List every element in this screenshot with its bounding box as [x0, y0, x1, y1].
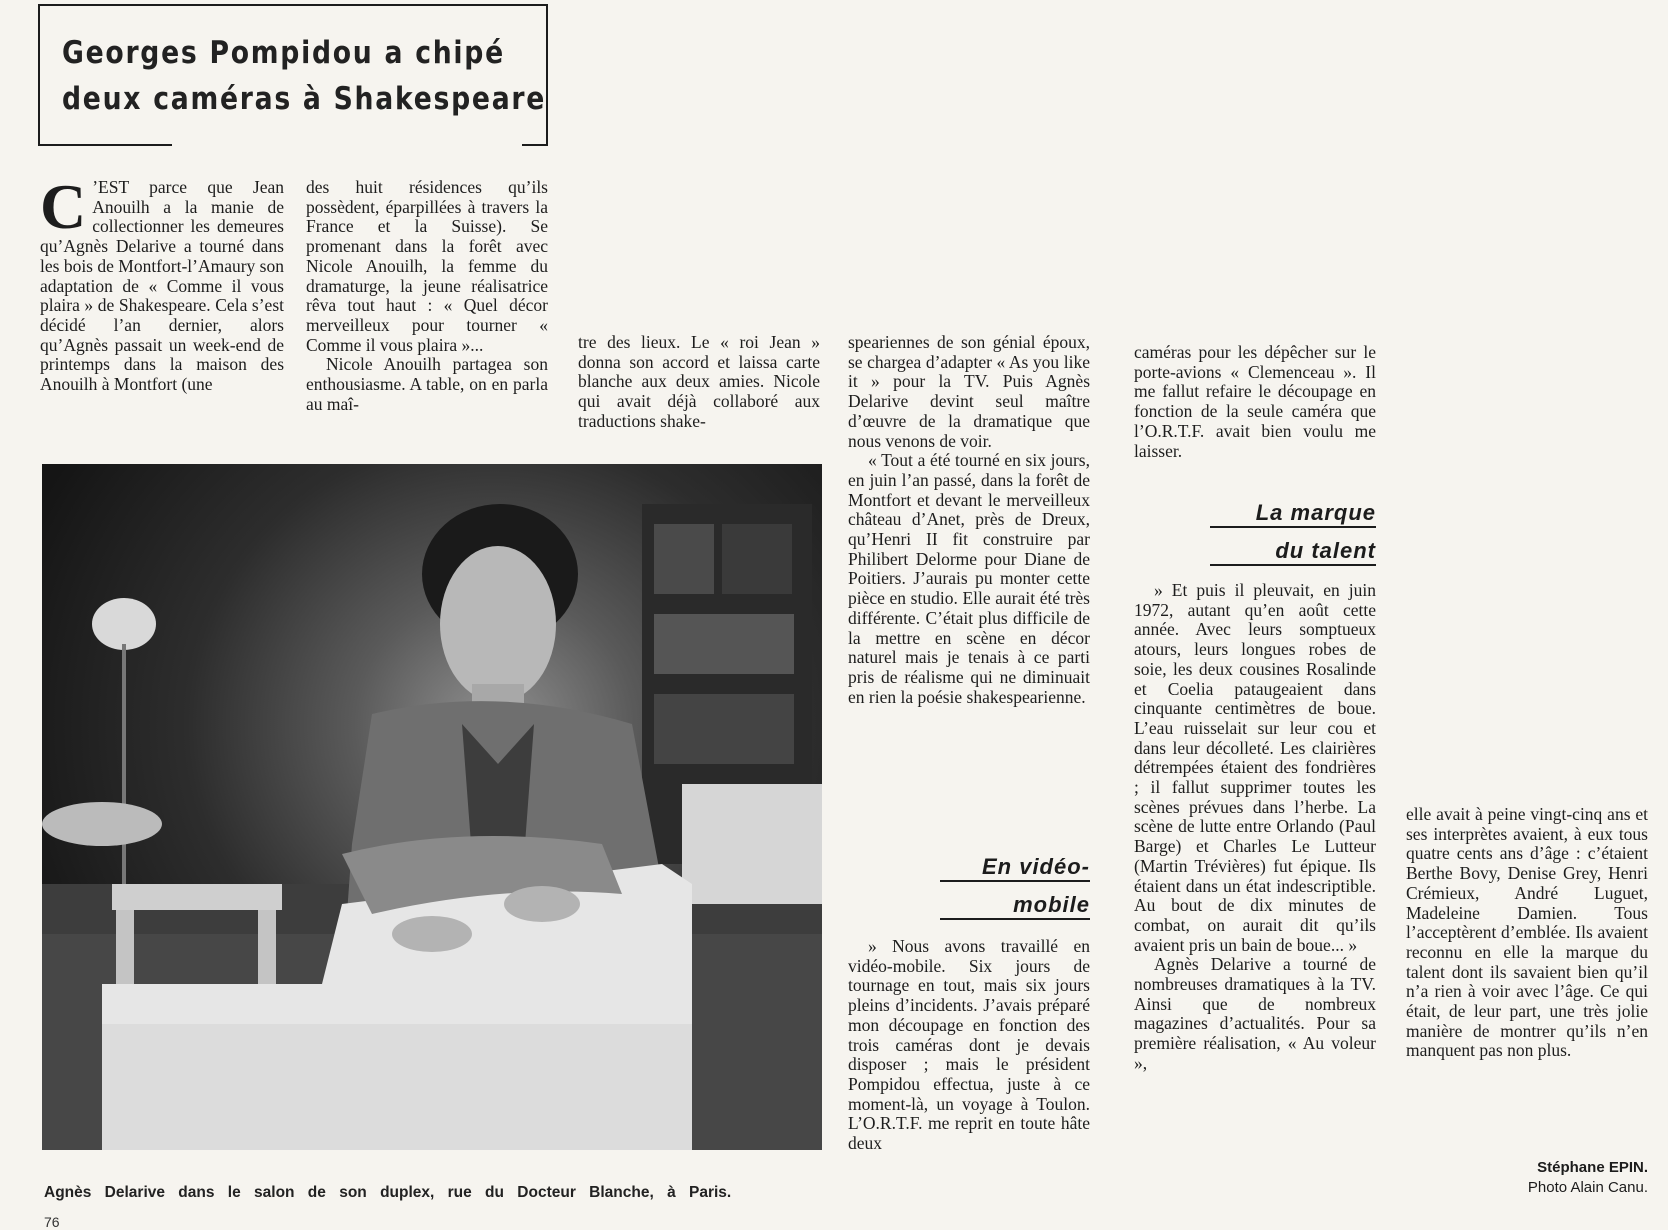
paragraph: » Nous avons travaillé en vidéo-mobile. Six jours de tournage en tout, mais six jours pleins d’incidents. J’avais préparé mon découpage en fonction des trois caméras dont je devais disposer ; mais le président Pompidou effectua, juste à ce moment-là, un voyage à Toulon. L’O.R.T.F. me reprit en toute hâte deux: [848, 936, 1090, 1154]
headline: [62, 30, 547, 122]
article-column-6: [1406, 805, 1648, 1061]
paragraph: des huit résidences qu’ils possèdent, éparpillées à travers la France et la Suisse). Se promenant dans la forêt avec Nicole Anouilh, la femme du dramaturge, la jeune réalisatrice rêva tout haut : « Quel décor merveilleux pour tourner « Comme il vous plaira »...: [306, 177, 548, 355]
paragraph: Nicole Anouilh partagea son enthousiasme. A table, on en parla au maî-: [306, 354, 548, 414]
headline-line-1: Georges Pompidou a chipé: [62, 35, 505, 71]
article-column-3: [578, 333, 820, 432]
paragraph: speariennes de son génial époux, se chargea d’adapter « As you like it » pour la TV. Puis Agnès Delarive devint seul maître d’œuvre de la dramatique que nous venons de voir.: [848, 332, 1090, 451]
article-column-5b: [1134, 581, 1376, 1074]
paragraph: tre des lieux. Le « roi Jean » donna son accord et laissa carte blanche aux deux amies. Nicole qui avait déjà collaboré aux traductions shake-: [578, 332, 820, 431]
paragraph: ’EST parce que Jean Anouilh a la manie de collectionner les demeures qu’Agnès Delarive a tourné dans les bois de Montfort-l’Amaury son adaptation de « Comme il vous plaira » de Shakespeare. Cela s’est décidé l’an dernier, alors qu’Agnès passait un week-end de printemps dans la maison des Anouilh à Montfort (une: [40, 177, 284, 395]
drop-cap: C: [40, 171, 87, 242]
paragraph: « Tout a été tourné en six jours, en juin l’an passé, dans la forêt de Montfort et devant le merveilleux château d’Anet, près de Dreux, qu’Henri II fit construire par Philibert Delorme pour Diane de Poitiers. J’aurais pu monter cette pièce en studio. Elle aurait été très différente. C’était plus difficile de la mettre en scène en décor naturel mais je tenais à ce parti pris de réalisme qui ne diminuait en rien la poésie shakespearienne.: [848, 450, 1090, 707]
signature: [1528, 1158, 1648, 1198]
article-column-2: [306, 178, 548, 414]
subhead-la-marque-du-talent: [1210, 500, 1376, 566]
portrait-image: [42, 464, 822, 1150]
article-column-4: [848, 333, 1090, 707]
photo-credit: Photo Alain Canu.: [1527, 1179, 1648, 1196]
author-name: Stéphane EPIN.: [1537, 1159, 1648, 1176]
headline-rule-right: [522, 144, 548, 146]
headline-rule: [38, 144, 172, 146]
paragraph: Agnès Delarive a tourné de nombreuses dramatiques à la TV. Ainsi que de nombreux magazines d’actualités. Pour sa première réalisation, « Au voleur »,: [1134, 954, 1376, 1073]
subhead-line: La marque: [1210, 500, 1376, 528]
page-number: 76: [44, 1214, 60, 1230]
subhead-video-mobile: [940, 854, 1090, 920]
article-column-4b: [848, 937, 1090, 1154]
subhead-line: mobile: [940, 892, 1090, 920]
photo-caption: Agnès Delarive dans le salon de son duplex, rue du Docteur Blanche, à Paris.: [44, 1184, 732, 1201]
subhead-line: du talent: [1210, 538, 1376, 566]
paragraph: elle avait à peine vingt-cinq ans et ses interprètes avaient, à eux tous quatre cents ans d’âge : c’étaient Berthe Bovy, Denise Grey, Henri Crémieux, André Luguet, Madeleine Damien. Tous l’acceptèrent d’emblée. Ils avaient reconnu en elle la marque du talent dont ils savaient bien qu’il n’a rien à voir avec l’âge. Ce qui était, de leur part, une très jolie manière de montrer qu’ils n’en manquent pas non plus.: [1406, 804, 1648, 1061]
photo: [42, 464, 822, 1150]
paragraph: caméras pour les dépêcher sur le porte-avions « Clemenceau ». Il me fallut refaire le découpage en fonction de la seule caméra que l’O.R.T.F. avait bien voulu me laisser.: [1134, 342, 1376, 461]
headline-line-2: deux caméras à Shakespeare: [62, 81, 547, 117]
article-column-5: [1134, 343, 1376, 461]
subhead-line: En vidéo-: [940, 854, 1090, 882]
paragraph: » Et puis il pleuvait, en juin 1972, autant qu’en août cette année. Avec leurs somptueux atours, leurs longues robes de soie, les deux cousines Rosalinde et Coelia pataugeaient dans cinquante centimètres de boue. L’eau ruisselait sur leur cou et dans leur décolleté. Les clairières détrempées étaient des fondrières ; il fallut supprimer toutes les scènes prévues dans l’herbe. La scène de lutte entre Orlando (Paul Barge) et Charles Le Lutteur (Martin Trévières) fut épique. Ils étaient dans un état indescriptible. Au bout de dix minutes de combat, on aurait dit qu’ils avaient pris un bain de boue... »: [1134, 580, 1376, 955]
article-column-1: [40, 171, 284, 395]
